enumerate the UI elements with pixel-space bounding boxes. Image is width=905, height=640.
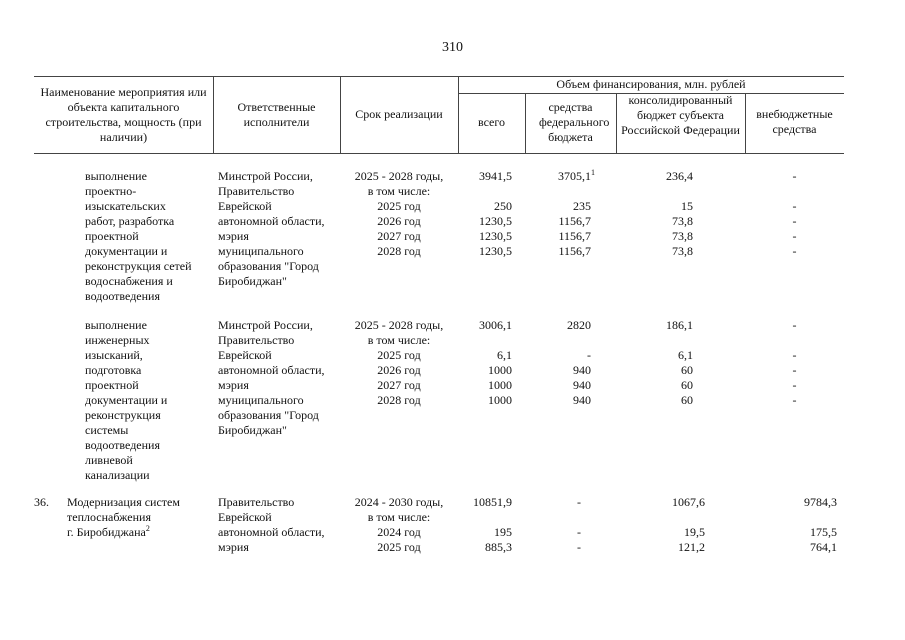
regional-value: 60 [681,363,693,377]
header-responsible: Ответственные исполнители [237,100,316,129]
federal-value: 940 [573,363,591,377]
total-value: 195 [494,525,512,539]
header-extra: внебюджетные средства [756,107,833,136]
item-name-line: ливневой [85,453,133,467]
item-name-line: проектной [85,229,139,243]
total-value: 885,3 [485,540,512,554]
regional-value: 60 [681,393,693,407]
regional-value: 236,4 [666,169,693,183]
responsible-line: Биробиджан" [218,274,287,288]
extra-value: - [792,229,797,243]
header-funding: Объем финансирования, млн. рублей [556,77,746,91]
item-name-line: изыскательских [85,199,166,213]
period-line: 2028 год [377,393,421,407]
item-name-line: канализации [85,468,150,482]
total-value: 1230,5 [479,244,512,258]
responsible-line: Правительство [218,184,295,198]
federal-value: - [577,525,581,539]
period-line: 2025 - 2028 годы, [354,169,444,183]
row-number: 36. [34,495,49,509]
item-name-line: Модернизация систем [67,495,180,509]
period-line: 2025 год [377,199,421,213]
responsible-line: Еврейской [218,199,272,213]
total-value: 1000 [488,363,512,377]
item-name-line: работ, разработка [85,214,175,228]
header-name: Наименование мероприятия или объекта капитального строительства, мощность (при наличии) [40,85,207,144]
responsible-line: автономной области, [218,363,325,377]
item-name-line: подготовка [85,363,142,377]
extra-value: - [792,393,797,407]
extra-value: - [792,378,797,392]
responsible-line: Минстрой России, [218,169,313,183]
total-value: 1000 [488,378,512,392]
total-value: 250 [494,199,512,213]
header-federal: средства федерального бюджета [539,100,610,144]
federal-value: 235 [573,199,591,213]
federal-value: 1156,7 [558,214,591,228]
responsible-line: мэрия [218,229,249,243]
period-line: 2025 год [377,348,421,362]
regional-value: 73,8 [672,229,693,243]
federal-value: 2820 [567,318,591,332]
responsible-line: мэрия [218,540,249,554]
table-header-bottom-rule [34,153,844,154]
item-name-line: инженерных [85,333,150,347]
item-name-line: системы [85,423,129,437]
period-line: 2025 год [377,540,421,554]
total-value: 6,1 [497,348,512,362]
extra-value: - [792,318,797,332]
regional-value: 121,2 [678,540,705,554]
federal-value: 3705,1$^1$ [558,168,595,183]
federal-value: 940 [573,393,591,407]
period-line: 2026 год [377,363,421,377]
item-name-line: реконструкция сетей [85,259,192,273]
period-line: 2025 - 2028 годы, [354,318,444,332]
period-line: 2024 год [377,525,421,539]
responsible-line: Биробиджан" [218,423,287,437]
responsible-line: Правительство [218,495,295,509]
item-name-line: документации и [85,393,168,407]
responsible-line: Минстрой России, [218,318,313,332]
regional-value: 186,1 [666,318,693,332]
item-name-line: водоотведения [85,438,160,452]
header-total: всего [477,115,506,129]
responsible-line: образования "Город [218,259,319,273]
item-name-line: г. Биробиджана$^2$ [67,524,150,539]
total-value: 3941,5 [479,169,512,183]
item-name-line: водоотведения [85,289,160,303]
period-line: 2027 год [377,378,421,392]
federal-value: 940 [573,378,591,392]
extra-value: 175,5 [810,525,837,539]
total-value: 1230,5 [479,229,512,243]
total-value: 1000 [488,393,512,407]
responsible-line: Правительство [218,333,295,347]
federal-value: 1156,7 [558,244,591,258]
regional-value: 6,1 [678,348,693,362]
responsible-line: муниципального [218,393,304,407]
total-value: 1230,5 [479,214,512,228]
responsible-line: Еврейской [218,348,272,362]
period-line: 2026 год [377,214,421,228]
responsible-line: Еврейской [218,510,272,524]
regional-value: 73,8 [672,244,693,258]
regional-value: 15 [681,199,693,213]
item-name-line: теплоснабжения [67,510,151,524]
federal-value: - [577,495,581,509]
item-name-line: реконструкция [85,408,161,422]
federal-value: - [577,540,581,554]
regional-value: 60 [681,378,693,392]
period-line: 2027 год [377,229,421,243]
responsible-line: муниципального [218,244,304,258]
period-line: 2024 - 2030 годы, [354,495,444,509]
period-line: 2028 год [377,244,421,258]
total-value: 10851,9 [473,495,512,509]
extra-value: - [792,169,797,183]
responsible-line: мэрия [218,378,249,392]
responsible-line: автономной области, [218,214,325,228]
responsible-line: автономной области, [218,525,325,539]
extra-value: 764,1 [810,540,837,554]
item-name-line: проектной [85,378,139,392]
responsible-line: образования "Город [218,408,319,422]
federal-value: - [587,348,591,362]
header-regional: консолидированный бюджет субъекта Российской Федерации [621,93,740,137]
extra-value: - [792,363,797,377]
extra-value: 9784,3 [804,495,837,509]
federal-value: 1156,7 [558,229,591,243]
extra-value: - [792,214,797,228]
period-line: в том числе: [367,184,431,198]
item-name-line: изысканий, [85,348,143,362]
regional-value: 73,8 [672,214,693,228]
item-name-line: выполнение [85,169,147,183]
extra-value: - [792,244,797,258]
extra-value: - [792,199,797,213]
footnote-marker: 1 [591,168,595,177]
item-name-line: водоснабжения и [85,274,173,288]
regional-value: 19,5 [684,525,705,539]
item-name-line: выполнение [85,318,147,332]
total-value: 3006,1 [479,318,512,332]
regional-value: 1067,6 [672,495,705,509]
period-line: в том числе: [367,333,431,347]
footnote-marker: 2 [145,524,150,533]
extra-value: - [792,348,797,362]
period-line: в том числе: [367,510,431,524]
header-period: Срок реализации [355,107,443,121]
item-name-line: документации и [85,244,168,258]
page-number: 310 [442,40,463,55]
item-name-line: проектно- [85,184,137,198]
